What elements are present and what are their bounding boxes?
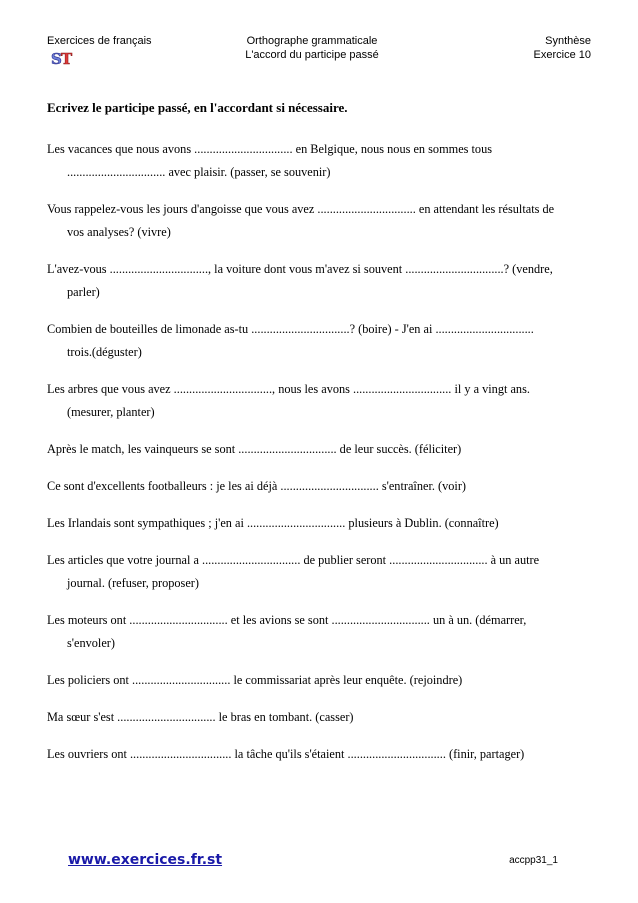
exercise-line2: parler)	[67, 285, 100, 299]
svg-text:T: T	[61, 50, 73, 68]
exercise-line2: journal. (refuser, proposer)	[67, 576, 199, 590]
exercise-line1: Combien de bouteilles de limonade as-tu ................................? (boire) - J'en ai ................................	[47, 322, 534, 336]
exercise-item	[47, 706, 595, 729]
exercise-line2: trois.(déguster)	[67, 345, 142, 359]
website-link[interactable]: www.exercices.fr.st	[68, 852, 223, 868]
exercise-line1: Les Irlandais sont sympathiques ; j'en ai ................................ plusieurs à Dublin. (connaître)	[47, 516, 499, 530]
document-code: accpp31_1	[509, 855, 558, 866]
exercise-item	[47, 549, 595, 595]
exercise-item	[47, 438, 595, 461]
exercise-line2: ................................ avec plaisir. (passer, se souvenir)	[67, 165, 331, 179]
instruction: Ecrivez le participe passé, en l'accordant si nécessaire.	[47, 100, 348, 115]
svg-text:S: S	[51, 50, 62, 68]
exercise-item	[47, 378, 595, 424]
header-subject: Exercices de français	[47, 35, 152, 47]
exercise-item	[47, 258, 595, 304]
exercise-item	[47, 512, 595, 535]
exercise-item	[47, 475, 595, 498]
header-exercise-info	[534, 34, 591, 62]
fr-st-logo-icon	[50, 50, 74, 68]
header-exercise-number: Exercice 10	[533, 49, 591, 61]
header-topic-line1: Orthographe grammaticale	[246, 35, 378, 47]
exercise-line1: Vous rappelez-vous les jours d'angoisse que vous avez ................................ en attendant les résultats de	[47, 202, 555, 216]
exercise-line2: s'envoler)	[67, 636, 115, 650]
header-type: Synthèse	[545, 35, 591, 47]
exercise-line1: Les moteurs ont ................................ et les avions se sont ................................ un à un. (démarrer,	[47, 613, 527, 627]
exercise-item	[47, 138, 595, 184]
exercise-item	[47, 609, 595, 655]
exercise-line1: Les policiers ont ................................ le commissariat après leur enquête. (rejoindre)	[47, 673, 463, 687]
exercise-line2: (mesurer, planter)	[67, 405, 155, 419]
exercise-line2: vos analyses? (vivre)	[67, 225, 171, 239]
exercise-line1: Ce sont d'excellents footballeurs : je les ai déjà ................................ s'entraîner. (voir)	[47, 479, 467, 493]
exercise-line1: Les ouvriers ont ................................. la tâche qu'ils s'étaient ................................ (finir, partager)	[47, 747, 525, 761]
header-topic	[232, 34, 392, 62]
header-topic-line2: L'accord du participe passé	[245, 49, 379, 61]
exercise-item	[47, 743, 595, 766]
exercise-item	[47, 198, 595, 244]
exercise-line1: Les arbres que vous avez ................................, nous les avons ................................ il y a vingt ans.	[47, 382, 530, 396]
exercise-list	[47, 138, 595, 780]
exercise-line1: Les articles que votre journal a ................................ de publier seront ................................ à un autre	[47, 553, 540, 567]
exercise-item	[47, 669, 595, 692]
exercise-line1: Après le match, les vainqueurs se sont ................................ de leur succès. (féliciter)	[47, 442, 462, 456]
exercise-line1: L'avez-vous ................................, la voiture dont vous m'avez si souvent ................................? (vendre,	[47, 262, 553, 276]
exercise-item	[47, 318, 595, 364]
exercise-line1: Les vacances que nous avons ................................ en Belgique, nous nous en sommes tous	[47, 142, 493, 156]
exercise-line1: Ma sœur s'est ................................ le bras en tombant. (casser)	[47, 710, 354, 724]
